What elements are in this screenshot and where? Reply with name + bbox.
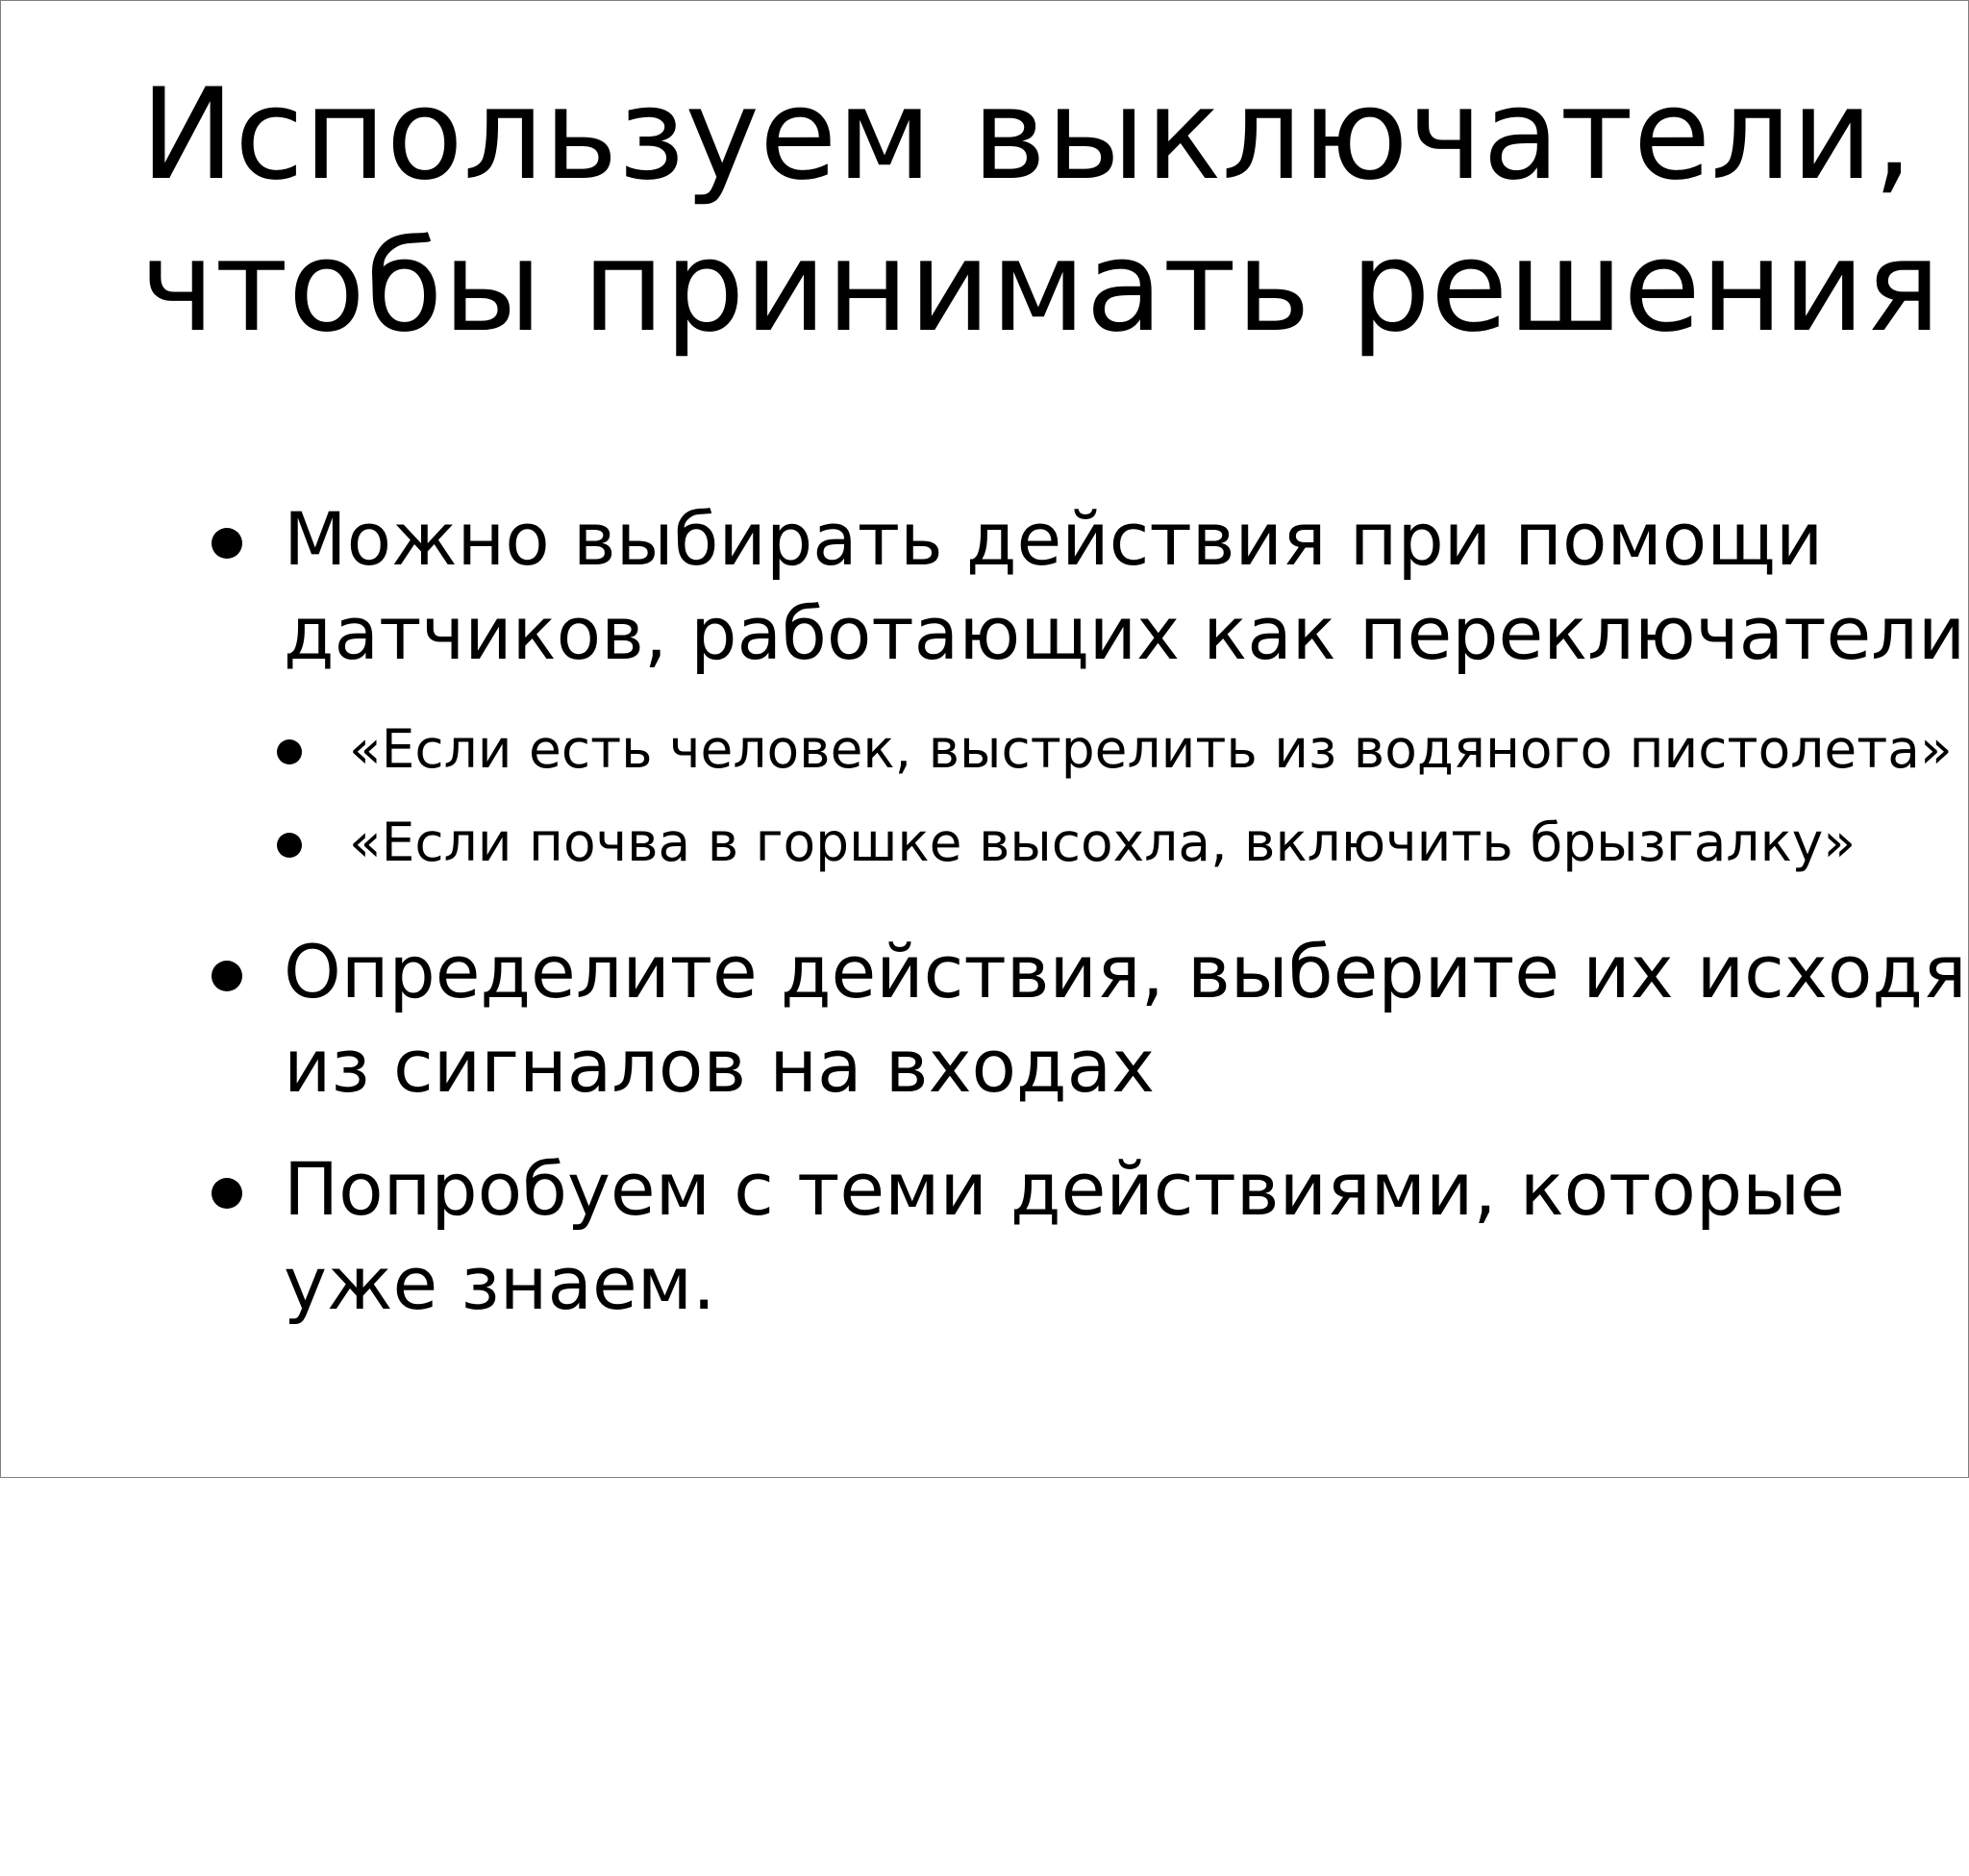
sub-bullet-item xyxy=(349,811,1955,874)
bullet-list xyxy=(1,1,1968,1477)
sub-bullet-text: «Если почва в горшке высохла, включить брызгалку» xyxy=(349,812,1856,873)
bullet-item xyxy=(284,925,1967,1113)
sub-bullet-item xyxy=(349,717,1955,781)
sub-bullet-dot-icon xyxy=(277,739,302,764)
bullet-text-line: Попробуем с теми действиями, которые xyxy=(284,1146,1845,1232)
bullet-text-line: датчиков, работающих как переключатели xyxy=(284,590,1966,676)
slide-title-line: Используем выключатели, xyxy=(140,61,1913,208)
bullet-dot-icon xyxy=(212,961,242,991)
bullet-text-line: Определите действия, выберите их исходя xyxy=(284,929,1967,1014)
bullet-dot-icon xyxy=(212,1178,242,1209)
sub-bullet-dot-icon xyxy=(277,833,302,858)
bullet-text-line: Можно выбирать действия при помощи xyxy=(284,496,1824,582)
bullet-text-line: из сигналов на входах xyxy=(284,1023,1156,1109)
bullet-text-line: уже знаем. xyxy=(284,1240,716,1326)
bullet-item xyxy=(284,492,1966,681)
slide-title-line: чтобы принимать решения xyxy=(140,213,1941,360)
bullet-item xyxy=(284,1142,1957,1331)
bullet-dot-icon xyxy=(212,528,242,559)
sub-bullet-text: «Если есть человек, выстрелить из водяного пистолета» xyxy=(349,718,1953,780)
